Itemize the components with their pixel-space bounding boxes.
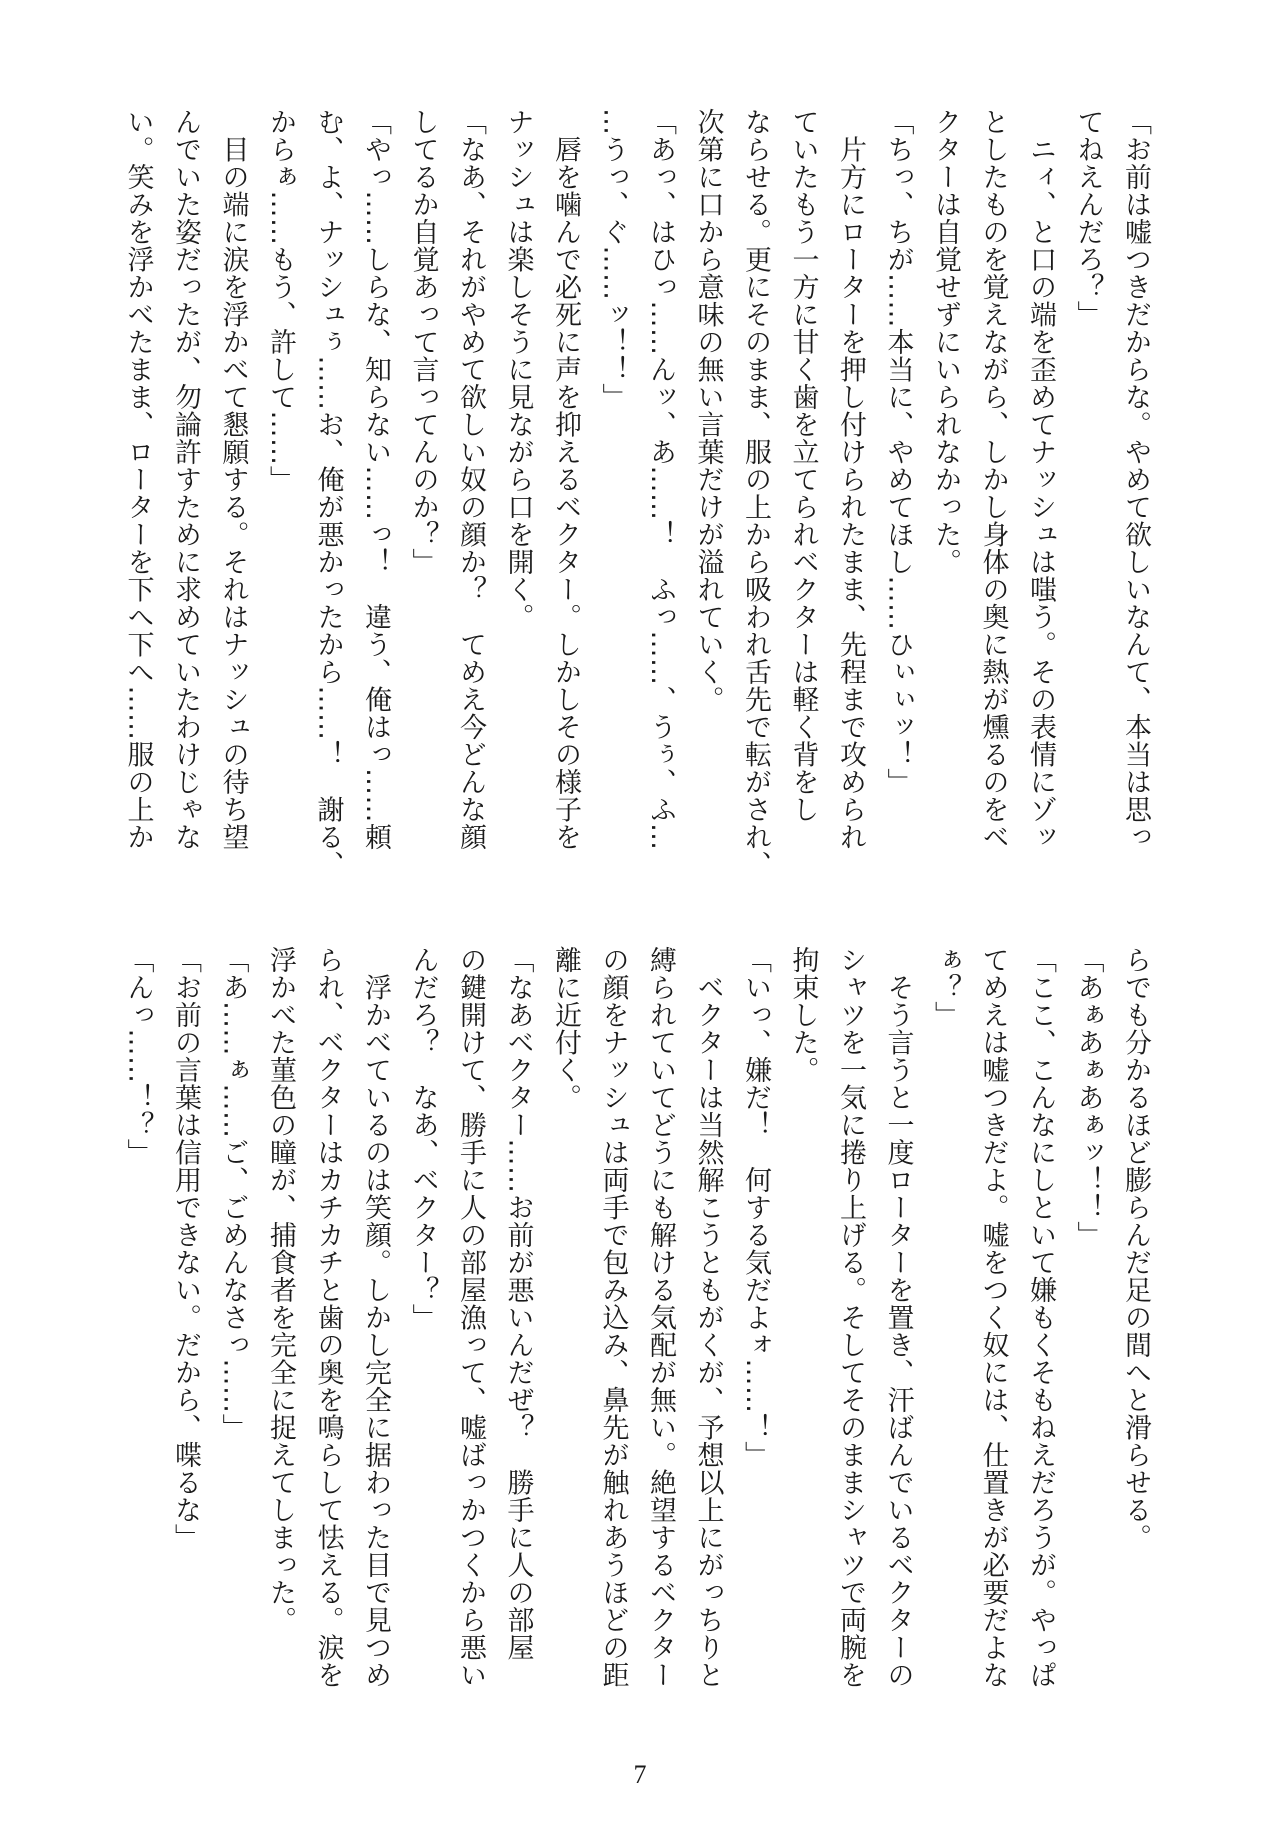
text-line: ベクターは当然解こうともがくが、予想以上にがっちりと — [692, 946, 724, 1689]
text-line: 「お前の言葉は信用できない。だから、喋るな」 — [170, 946, 201, 1551]
text-line: い。笑みを浮かべたまま、ローターを下へ下へ……服の上か — [122, 108, 154, 851]
text-line: 「あっ、はひっ……んッ、あ……！ ふっ……、うぅ、ふ… — [645, 108, 676, 851]
text-line: としたものを覚えながら、しかし身体の奥に熱が燻るのをベ — [977, 108, 1009, 851]
text-line: …うっ、ぐ……ッ！！」 — [597, 108, 629, 411]
page-number: 7 — [633, 1760, 647, 1789]
text-line: 唇を噛んで必死に声を抑えるベクター。しかしその様子を — [550, 108, 581, 851]
text-line: 「あ……ぁ……ご、ごめんなさっ……」 — [217, 946, 249, 1441]
text-line: んだろ？ なあ、ベクター？」 — [407, 946, 439, 1331]
bottom-text-block — [114, 946, 1159, 1736]
text-line: られ、ベクターはカチカチと歯の奥を鳴らして怯える。涙を — [312, 946, 344, 1689]
top-text-block — [114, 108, 1159, 908]
text-line: 「お前は嘘つきだからな。やめて欲しいなんて、本当は思っ — [1120, 108, 1151, 851]
text-line: む、よ、ナッシュぅ……お、俺が悪かったから……！ 謝る、 — [312, 108, 344, 878]
text-line: の顔をナッシュは両手で包み込み、鼻先が触れあうほどの距 — [597, 946, 629, 1689]
text-line: 拘束した。 — [787, 946, 819, 1084]
text-line: クターは自覚せずにいられなかった。 — [930, 108, 961, 576]
text-line: 「んっ……！？」 — [122, 946, 154, 1166]
text-line: 「いっ、嫌だ！ 何する気だよォ……！」 — [740, 946, 771, 1469]
text-line: 「やっ……しらな、知らない……っ！ 違う、俺はっ……頼 — [360, 108, 391, 851]
text-line: 縛られていてどうにも解ける気配が無い。絶望するベクター — [645, 946, 676, 1689]
text-line: 「なあ、それがやめて欲しい奴の顔か？ てめえ今どんな顔 — [455, 108, 486, 851]
text-line: 浮かべているのは笑顔。しかし完全に据わった目で見つめ — [360, 946, 391, 1689]
text-line: んでいた姿だったが、勿論許すために求めていたわけじゃな — [170, 108, 201, 851]
text-line: らでも分かるほど膨らんだ足の間へと滑らせる。 — [1120, 946, 1151, 1551]
text-line: てねえんだろ？」 — [1072, 108, 1104, 328]
text-line: 次第に口から意味の無い言葉だけが溢れていく。 — [692, 108, 724, 713]
text-line: 目の端に涙を浮かべて懇願する。それはナッシュの待ち望 — [217, 108, 249, 851]
text-line: してるか自覚あって言ってんのか？」 — [407, 108, 439, 576]
text-line: そう言うと一度ローターを置き、汗ばんでいるベクターの — [882, 946, 914, 1689]
text-line: ぁ？」 — [930, 946, 961, 1029]
text-line: 離に近付く。 — [550, 946, 581, 1111]
text-line: ナッシュは楽しそうに見ながら口を開く。 — [502, 108, 534, 631]
text-line: 「ここ、こんなにしといて嫌もくそもねえだろうが。やっぱ — [1025, 946, 1056, 1689]
text-line: シャツを一気に捲り上げる。そしてそのままシャツで両腕を — [835, 946, 866, 1689]
text-line: ニィ、と口の端を歪めてナッシュは嗤う。その表情にゾッ — [1025, 108, 1056, 851]
text-line: ていたもう一方に甘く歯を立てられベクターは軽く背をし — [787, 108, 819, 823]
text-line: 片方にローターを押し付けられたまま、先程まで攻められ — [835, 108, 866, 851]
text-line: ならせる。更にそのまま、服の上から吸われ舌先で転がされ、 — [740, 108, 771, 878]
text-line: 「なあベクター……お前が悪いんだぜ？ 勝手に人の部屋 — [502, 946, 534, 1661]
text-line: 「ちっ、ちが……本当に、やめてほし……ひぃぃッ！」 — [882, 108, 914, 796]
text-line: からぁ……もう、許して……」 — [265, 108, 296, 493]
text-line: てめえは嘘つきだよ。嘘をつく奴には、仕置きが必要だよな — [977, 946, 1009, 1689]
text-line: の鍵開けて、勝手に人の部屋漁って、嘘ばっかつくから悪い — [455, 946, 486, 1689]
text-line: 浮かべた菫色の瞳が、捕食者を完全に捉えてしまった。 — [265, 946, 296, 1634]
text-line: 「あぁあぁあぁッ！！」 — [1072, 946, 1104, 1249]
